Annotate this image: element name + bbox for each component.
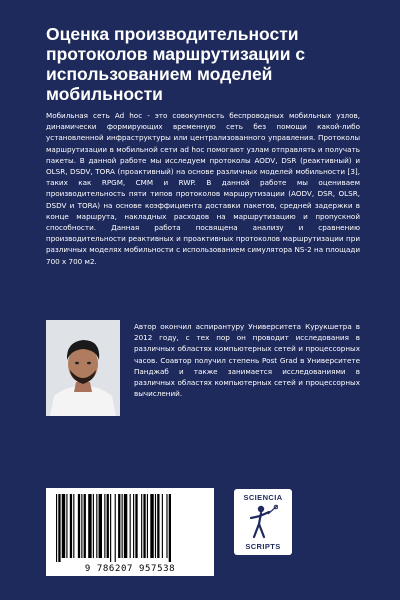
- barcode-bar: [78, 494, 80, 558]
- barcode-bar: [58, 494, 60, 562]
- barcode-bar: [104, 494, 105, 558]
- barcode-bar: [122, 494, 123, 558]
- barcode-bar: [107, 494, 109, 558]
- barcode-bar: [115, 494, 116, 562]
- author-photo: [46, 320, 120, 416]
- barcode-bar: [99, 494, 102, 558]
- barcode-bar: [162, 494, 163, 558]
- scientist-icon: [248, 504, 278, 540]
- barcode-bar: [81, 494, 82, 558]
- publisher-logo-bottom: SCRIPTS: [245, 542, 281, 551]
- barcode-bar: [157, 494, 159, 558]
- barcode-bar: [135, 494, 137, 558]
- barcode-bar: [110, 494, 111, 562]
- barcode-bar: [169, 494, 171, 562]
- barcode-bar: [130, 494, 131, 558]
- publisher-logo: [234, 489, 292, 555]
- barcode-bar: [84, 494, 86, 558]
- barcode-bar: [73, 494, 74, 558]
- barcode-bar: [143, 494, 145, 558]
- barcode-bar: [93, 494, 94, 558]
- barcode-bar: [70, 494, 72, 558]
- barcode-bar: [124, 494, 127, 558]
- barcode-bar: [88, 494, 91, 558]
- barcode-bar: [150, 494, 153, 558]
- barcode-bar: [56, 494, 57, 562]
- barcode-bar: [62, 494, 65, 558]
- author-bio: Автор окончил аспирантуру Университета Курукшетра в 2012 году, с тех пор он проводит исследования в различных областях компьютерных сетей и процессорных часов. Соавтор получил степень Post Grad в Университете Панджаб и также занимается исследованиями в различных областях компьютерных сетей и процессорных вычислений.: [134, 322, 360, 399]
- barcode-bar: [147, 494, 148, 558]
- publisher-logo-top: SCIENCIA: [243, 493, 283, 502]
- abstract-text: Мобильная сеть Ad hoc - это совокупность беспроводных мобильных узлов, динамически формирующих временную сеть без помощи какой-либо установленной инфраструктуры или централизованного управления. Протоколы маршрутизации в мобильной сети ad hoc помогают узлам отправлять и получать пакеты. В данной работе мы исследуем протоколы AODV, DSR (реактивный) и OLSR, DSDV, TORA (проактивный) на основе различных моделей мобильности [3], таких как RPGM, CMM и RWP. В данной работе мы оцениваем производительность пяти типов протоколов маршрутизации (AODV, DSR, OLSR, DSDV и TORA) на основе коэффициента доставки пакетов, средней задержки в конце маршрута, накладных расходов на маршрутизацию и пропускной способности. Данная работа посвящена анализу и сравнению производительности реактивных и проактивных протоколов маршрутизации при различных моделях мобильности с использованием симулятора NS-2 на площади 700 x 700 м2.: [46, 111, 360, 266]
- barcode-bar: [133, 494, 134, 558]
- barcode-bar: [155, 494, 156, 558]
- barcode-bar: [141, 494, 142, 558]
- isbn-barcode: [46, 488, 214, 576]
- barcode-bar: [96, 494, 97, 558]
- book-title: Оценка производительности протоколов маршрутизации с использованием моделей мобильности: [46, 24, 306, 104]
- isbn-number: 9 786207 957538: [84, 564, 176, 574]
- barcode-bar: [66, 494, 67, 558]
- barcode-bar: [166, 494, 167, 558]
- barcode-bar: [118, 494, 120, 558]
